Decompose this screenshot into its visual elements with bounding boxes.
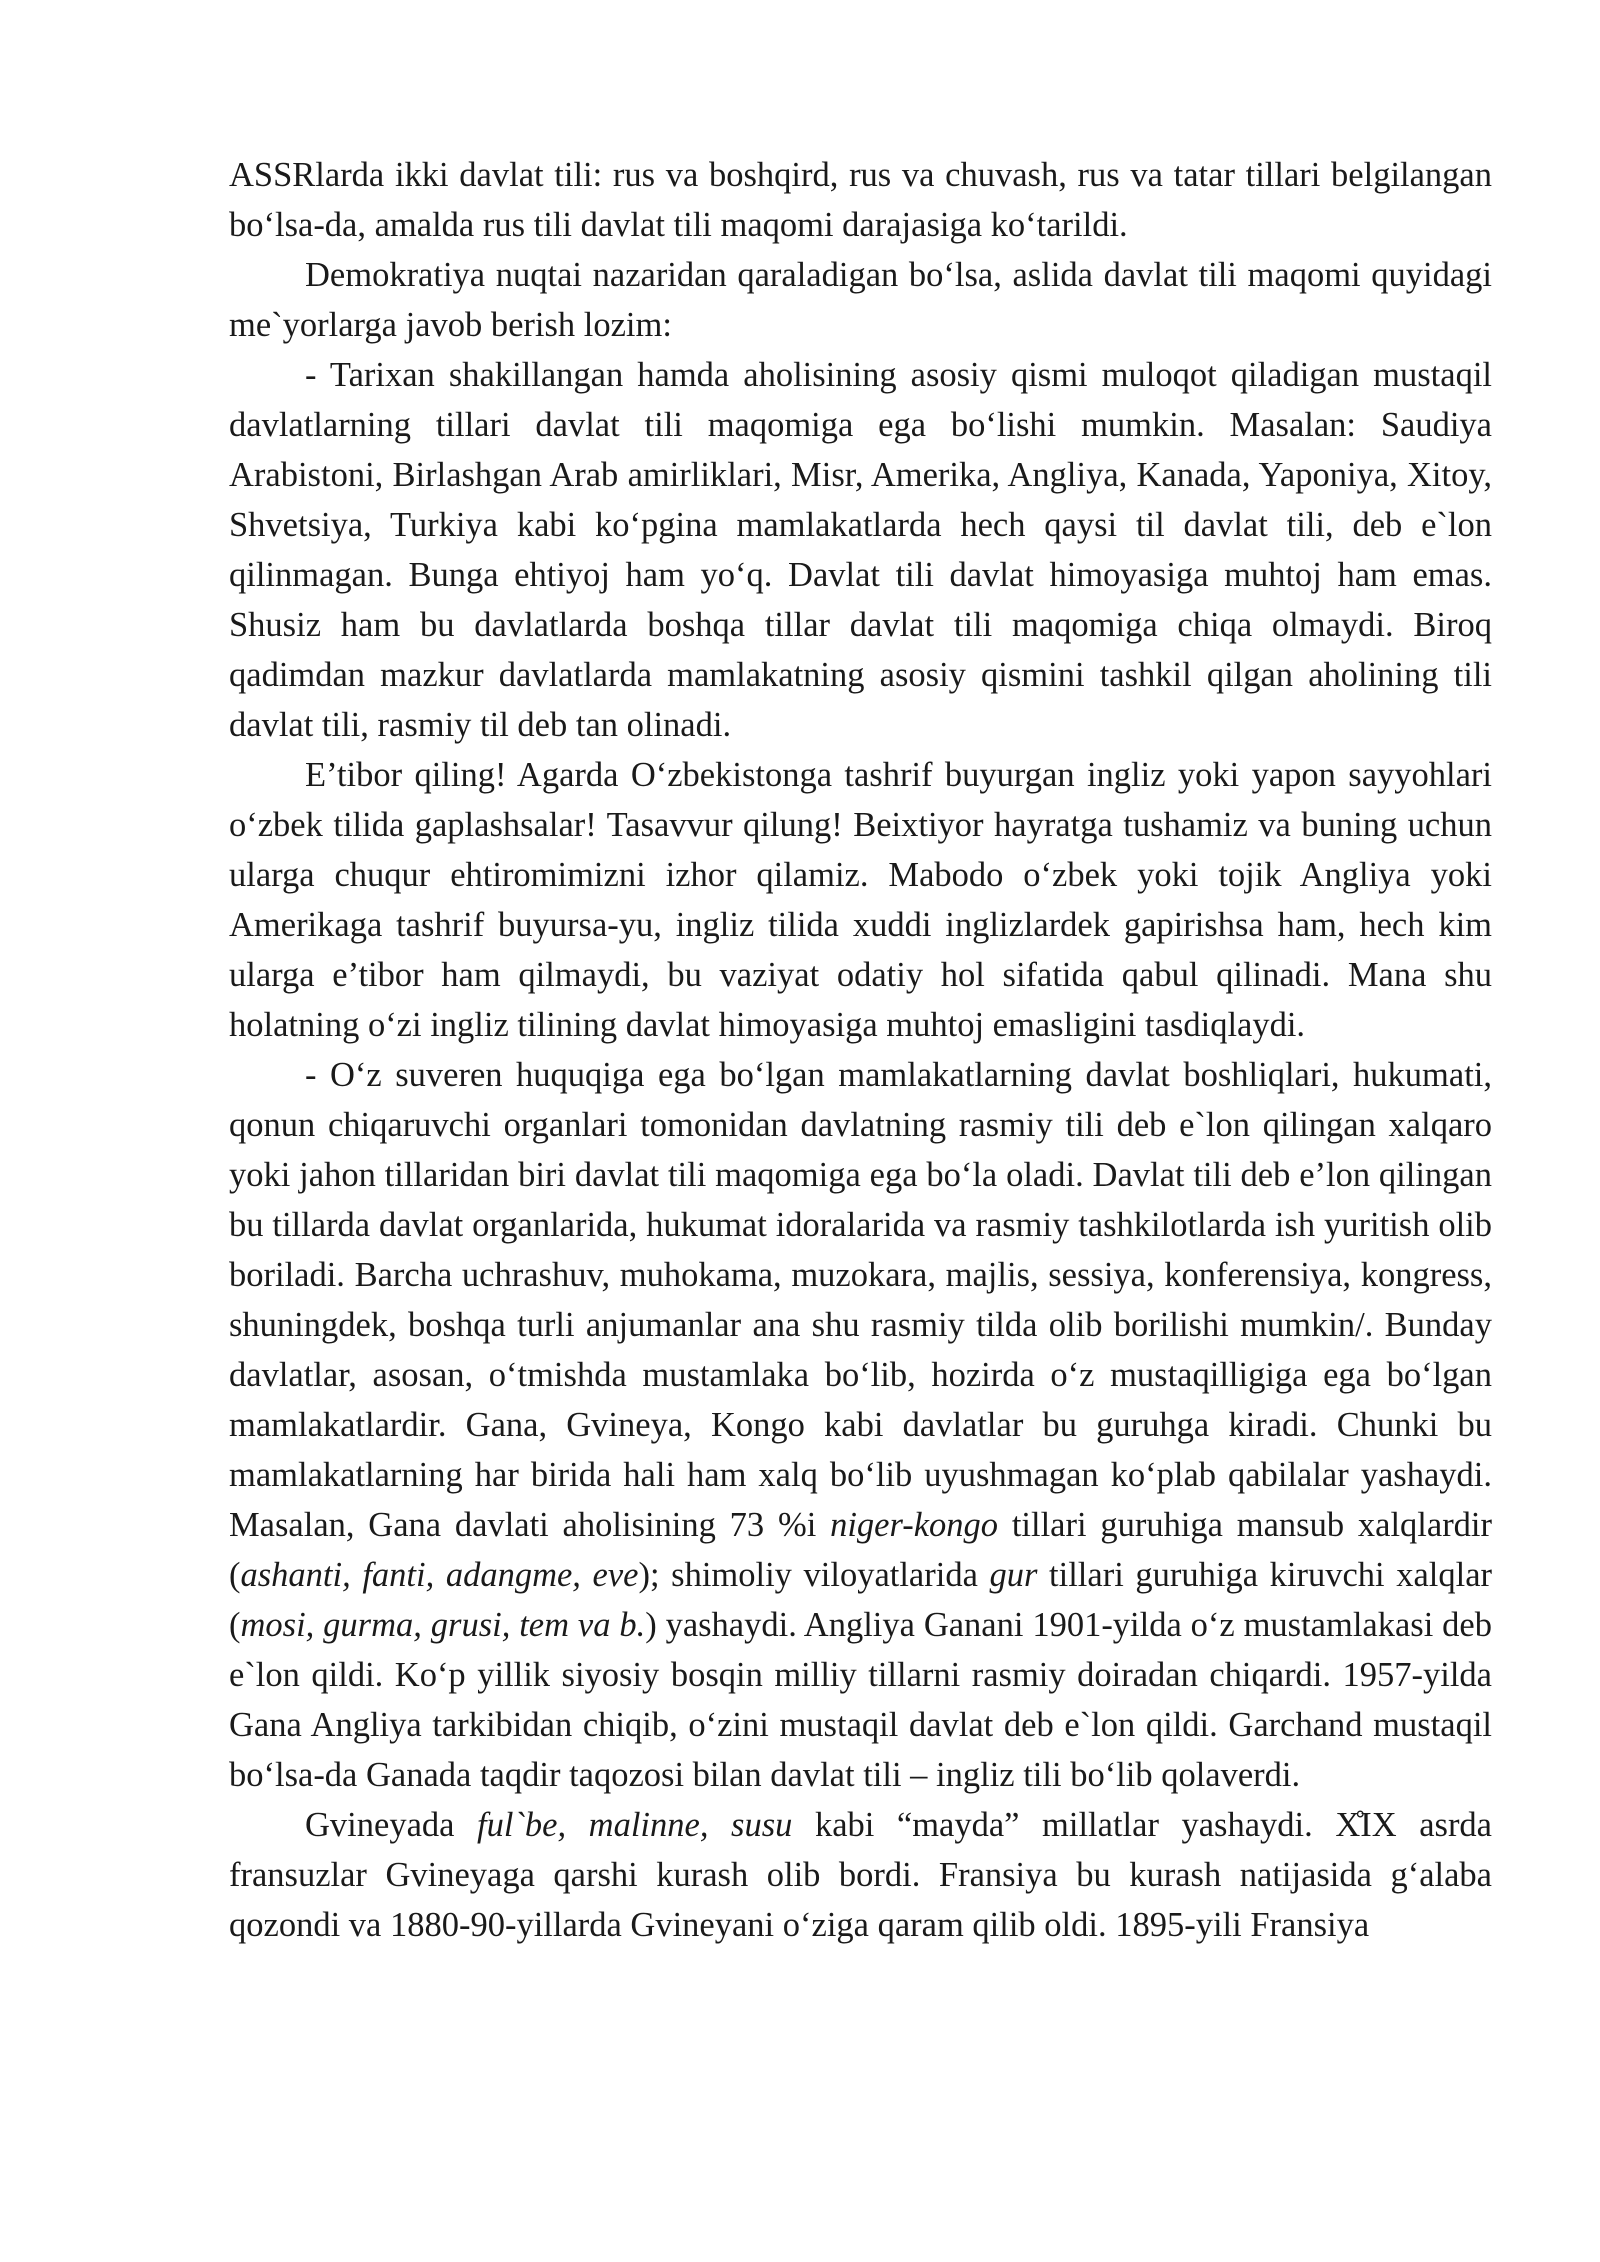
paragraph [229, 750, 1492, 1050]
text-run: ASSRlarda ikki davlat tili: rus va boshqird, rus va chuvash, rus va tatar tillari belgilangan boʻlsa-da, amalda rus tili davlat tili maqomi darajasiga koʻtarildi. [229, 156, 1492, 244]
text-run: - Oʻz suveren huquqiga ega boʻlgan mamlakatlarning davlat boshliqlari, hukumati, qonun chiqaruvchi organlari tomonidan davlatning rasmiy tili deb e`lon qilingan xalqaro yoki jahon tillaridan biri davlat tili maqomiga ega boʻla oladi. Davlat tili deb e’lon qilingan bu tillarda davlat organlarida, hukumat idoralarida va rasmiy tashkilotlarda ish yuritish olib boriladi. Barcha uchrashuv, muhokama, muzokara, majlis, sessiya, konferensiya, kongress, shuningdek, boshqa turli anjumanlar ana shu rasmiy tilda olib borilishi mumkin/. Bunday davlatlar, asosan, oʻtmishda mustamlaka boʻlib, hozirda oʻz mustaqilligiga ega boʻlgan mamlakatlardir. Gana, Gvineya, Kongo kabi davlatlar bu guruhga kiradi. Chunki bu mamlakatlarning har birida hali ham xalq boʻlib uyushmagan koʻplab qabilalar yashaydi. Masalan, Gana davlati aholisining 73 %i [229, 1056, 1492, 1544]
text-run: - Tarixan shakillangan hamda aholisining asosiy qismi muloqot qiladigan mustaqil davlatlarning tillari davlat tili maqomiga ega boʻlishi mumkin. Masalan: Saudiya Arabistoni, Birlashgan Arab amirliklari, Misr, Amerika, Angliya, Kanada, Yaponiya, Xitoy, Shvetsiya, Turkiya kabi koʻpgina mamlakatlarda hech qaysi til davlat tili, deb e`lon qilinmagan. Bunga ehtiyoj ham yoʻq. Davlat tili davlat himoyasiga muhtoj ham emas. Shusiz ham bu davlatlarda boshqa tillar davlat tili maqomiga chiqa olmaydi. Biroq qadimdan mazkur davlatlarda mamlakatning asosiy qismini tashkil qilgan aholining tili davlat tili, rasmiy til deb tan olinadi. [229, 356, 1492, 744]
text-run: tillari guruhiga kiruvchi xalqlar ( [229, 1556, 1492, 1644]
italic-text: gur [989, 1556, 1038, 1594]
text-run: Demokratiya nuqtai nazaridan qaraladigan boʻlsa, aslida davlat tili maqomi quyidagi me`yorlarga javob berish lozim: [229, 256, 1492, 344]
text-run: kabi “mayda” millatlar yashaydi. X̊IX asrda fransuzlar Gvineyaga qarshi kurash olib bordi. Fransiya bu kurash natijasida gʻalaba qozondi va 1880-90-yillarda Gvineyani oʻziga qaram qilib oldi. 1895-yili Fransiya [229, 1806, 1492, 1944]
text-run: tillari guruhiga mansub xalqlardir ( [229, 1506, 1493, 1594]
italic-text: ful`be, malinne, susu [477, 1806, 793, 1844]
paragraph [229, 350, 1492, 750]
paragraph [229, 150, 1492, 250]
paragraph [229, 1800, 1492, 1950]
italic-text: ashanti, fanti, adangme, eve [240, 1556, 639, 1594]
text-run: Gvineyada [305, 1806, 478, 1844]
text-run: E’tibor qiling! Agarda Oʻzbekistonga tashrif buyurgan ingliz yoki yapon sayyohlari oʻzbek tilida gaplashsalar! Tasavvur qilung! Beixtiyor hayratga tushamiz va buning uchun ularga chuqur ehtiromimizni izhor qilamiz. Mabodo oʻzbek yoki tojik Angliya yoki Amerikaga tashrif buyursa-yu, ingliz tilida xuddi inglizlardek gapirishsa ham, hech kim ularga e’tibor ham qilmaydi, bu vaziyat odatiy hol sifatida qabul qilinadi. Mana shu holatning oʻzi ingliz tilining davlat himoyasiga muhtoj emasligini tasdiqlaydi. [229, 756, 1492, 1044]
paragraph [229, 250, 1492, 350]
text-run: ); shimoliy viloyatlarida [638, 1556, 990, 1594]
paragraph [229, 1050, 1492, 1800]
text-run: ) yashaydi. Angliya Ganani 1901-yilda oʻz mustamlakasi deb e`lon qildi. Koʻp yillik siyosiy bosqin milliy tillarni rasmiy doiradan chiqardi. 1957-yilda Gana Angliya tarkibidan chiqib, oʻzini mustaqil davlat deb e`lon qildi. Garchand mustaqil boʻlsa-da Ganada taqdir taqozosi bilan davlat tili – ingliz tili boʻlib qolaverdi. [229, 1606, 1492, 1794]
document-page [229, 150, 1492, 1950]
italic-text: niger-kongo [830, 1506, 999, 1544]
italic-text: mosi, gurma, grusi, tem va b. [240, 1606, 646, 1644]
